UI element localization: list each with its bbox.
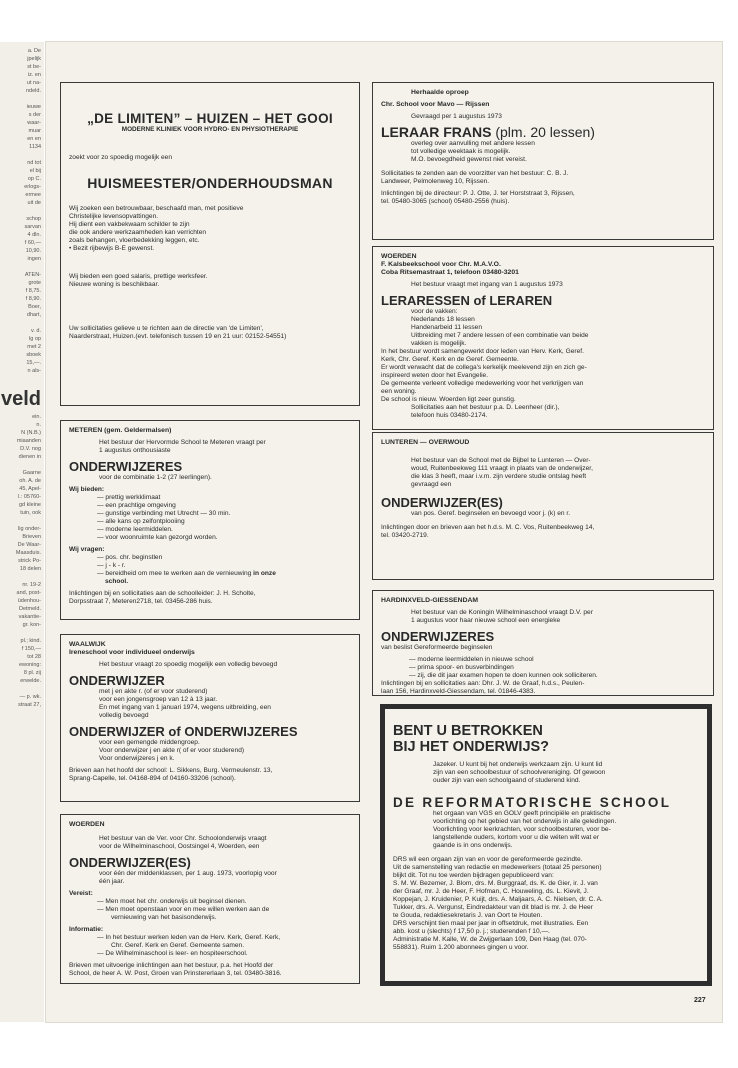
adjacent-text-fragment: Maasduis. (15, 550, 41, 556)
adjacent-text-fragment: N (N.B.) (21, 430, 41, 436)
adjacent-text-fragment: dhart, (26, 312, 41, 318)
ad-hardinxveld: HARDINXVELD-GIESSENDAM Het bestuur van de Koningin Wilhelminaschool vraagt D.V. per 1 augustus voor haar nieuwe school een energieke ONDERWIJZERES van beslist Gereformeerde beginselen — moderne leermiddelen in nieuwe school — prima spoor- en busverbindingen — zij, die dit jaar examen hopen te doen kunnen ook solliciteren. Inlichtingen bij en sollicitaties aan: Dhr. J. W. de Graaf, h.d.s., Peulen- laan 156, Hardinxveld-Giessendam, tel. 01846-4383. (372, 590, 714, 696)
adjacent-text-fragment: De Waar- (17, 542, 41, 548)
adjacent-text-fragment: f 60,— (24, 240, 41, 246)
adjacent-text-fragment: el bij (29, 168, 41, 174)
adjacent-text-fragment: Detmeld. (18, 606, 41, 612)
adjacent-text-fragment: 8 pl. zij (23, 670, 41, 676)
adjacent-text-fragment: f 8,75. (25, 288, 41, 294)
adjacent-text-fragment: 45, Apel- (19, 486, 41, 492)
ad-place: LUNTEREN — OVERWOUD (381, 439, 470, 446)
ad-meteren: METEREN (gem. Geldermalsen) Het bestuur der Hervormde School te Meteren vraagt per 1 augustus onthousiaste ONDERWIJZERES voor de combinatie 1-2 (27 leerlingen). Wij bieden: — prettig werkklimaat — een prachtige omgeving — gunstige verbinding met Utrecht — 30 min. — alle kans op zelfontplooiing — moderne leermiddelen. — voor woonruimte kan gezorgd worden. Wij vragen: — pos. chr. beginstlen — j - k - r. — bereidheid om mee te werken aan de vernieuwing in onze school. Inlichtingen bij en sollicitaties aan de schoolleider: J. H. Scholte, Dorpsstraat 7, Meteren2718, tel. 03456-286 huis. (60, 420, 360, 620)
adjacent-text-fragment: Gaarne (22, 470, 41, 476)
adjacent-text-fragment: st be- (27, 64, 41, 70)
magazine-title: DE REFORMATORISCHE SCHOOL (393, 795, 672, 810)
adjacent-text-fragment: grote (28, 280, 41, 286)
adjacent-text-fragment: f 150,— (21, 646, 41, 652)
job-title: ONDERWIJZER(ES) (69, 855, 191, 870)
adjacent-text-fragment: iz. en (27, 72, 41, 78)
adjacent-text-fragment: ndeld. (26, 88, 41, 94)
job-title: LERARESSEN of LERAREN (381, 293, 553, 308)
adjacent-text-fragment: erwelde. (20, 678, 41, 684)
job-title: ONDERWIJZER (69, 673, 165, 688)
adjacent-text-fragment: — p. wk. (19, 694, 41, 700)
job-title: LERAAR FRANS (plm. 20 lessen) (381, 124, 595, 140)
ad-title: „DE LIMITEN” – HUIZEN – HET GOOI (87, 111, 333, 126)
adjacent-text-fragment: lg op (29, 336, 41, 342)
ad-place: WOERDEN (69, 821, 105, 828)
adjacent-text-fragment: ATEN- (24, 272, 41, 278)
adjacent-text-fragment: pl.; kind. (20, 638, 41, 644)
adjacent-text-fragment: sboek (26, 352, 41, 358)
ad-subtitle: MODERNE KLINIEK VOOR HYDRO- EN PHYSIOTHERAPIE (121, 126, 299, 133)
adjacent-text-fragment: oh. A. de (19, 478, 41, 484)
ad-intro: zoekt voor zo spoedig mogelijk een (69, 154, 172, 161)
adjacent-text-fragment: nr. 19-2 (22, 582, 41, 588)
adjacent-text-fragment: uit de (27, 200, 41, 206)
adjacent-heading-fragment: veld (0, 388, 41, 410)
ad-reformatorische-school: BENT U BETROKKEN BIJ HET ONDERWIJS? Jazeker. U kunt bij het onderwijs werkzaam zijn. U kunt lid zijn van een schoolbestuur of schoolvereniging. Of gewoon ouder zijn van een schoolgaand of studerend kind. DE REFORMATORISCHE SCHOOL het orgaan van VGS en GOLV geeft principiële en praktische voorlichting op het gebied van het onderwijs in alle geledingen. Voorlichting voor leerkrachten, voor schoolbesturen, voor be- langstellende ouders, kortom voor u die wéten wilt wat er gaande is in ons onderwijs. DRS wil een orgaan zijn van en voor de gereformeerde gezindte. Uit de samenstelling van redactie en medewerkers (totaal 25 personen) blijkt dit. Tot nu toe werden bijdragen gepubliceerd van: S. M. W. Bezemer, J. Blom, drs. M. Burggraaf, ds. K. de Gier, ir. J. van der Graaf, mr. J. de Heer, F. Hofman, C. Houweling, ds. L. Kievit, J. Koppejan, J. Kruidenier, P. Kuijt, drs. A. Maljaars, A. C. Nielsen, dr. C. A. Tukker, drs. A. Vergunst, Eindredakteur van dit blad is mr. J. de Heer te Gouda, redaktiesekretaris J. van Oort te Houten. DRS verschijnt tien maal per jaar in offsetdruk, met illustraties. Een abb. kost u (slechts) f 17,50 p. j.; studerenden f 10,—. Administratie M. Kalle, W. de Zwijgerlaan 109, Den Haag (tel. 070- 558831). Ruim 1.200 abonnees gingen u voor. (380, 704, 712, 986)
adjacent-text-fragment: 4 dln. (27, 232, 41, 238)
job-title: ONDERWIJZER(ES) (381, 495, 503, 510)
adjacent-text-fragment: ut na- (26, 80, 41, 86)
adjacent-text-fragment: schop (26, 216, 41, 222)
adjacent-text-fragment: ieuwe (26, 104, 41, 110)
ad-apply: Uw sollicitaties gelieve u te richten aan de directie van 'de Limiten', Naarderstraat, Huizen.(evt. telefonisch tussen 19 en 21 uur: 02152-54551) (69, 325, 287, 340)
job-title: ONDERWIJZERES (69, 459, 183, 474)
adjacent-text-fragment: D.V. nog (20, 446, 41, 452)
adjacent-text-fragment: jpelijk (27, 56, 41, 62)
ad-place: WAALWIJK (69, 641, 106, 648)
job-title-2: ONDERWIJZER of ONDERWIJZERES (69, 724, 298, 739)
ad-offer: Wij bieden een goed salaris, prettige werksfeer. Nieuwe woning is beschikbaar. (69, 273, 208, 288)
adjacent-text-fragment: strick Po- (18, 558, 41, 564)
adjacent-text-fragment: ingen (27, 256, 41, 262)
adjacent-text-fragment: 1134 (29, 144, 41, 150)
job-title: HUISMEESTER/ONDERHOUDSMAN (87, 175, 333, 191)
adjacent-text-fragment: vakantie- (18, 614, 41, 620)
adjacent-text-fragment: gd kleine (18, 502, 41, 508)
adjacent-text-fragment: waar- (27, 120, 41, 126)
adjacent-text-fragment: Brieven (22, 534, 41, 540)
ad-rijssen: Herhaalde oproep Chr. School voor Mavo — Rijssen Gevraagd per 1 augustus 1973 LERAAR FRANS (plm. 20 lessen) overleg over aanvulling met andere lessen tot volledige weektaak is mogelijk. M.O. bevoegdheid gewenst niet vereist. Sollicitaties te zenden aan de voorzitter van het bestuur: C. B. J. Landweer, Pelmolenweg 10, Rijssen. Inlichtingen bij de directeur: P. J. Otte, J. ter Horststraat 3, Rijssen, tel. 05480-3065 (school) 05480-2556 (huis). (372, 82, 714, 240)
page-number: 227 (694, 997, 706, 1004)
adjacent-text-fragment: 15,—. (26, 360, 41, 366)
adjacent-text-fragment: n als- (27, 368, 41, 374)
adjacent-text-fragment: tot 28 (27, 654, 41, 660)
adjacent-text-fragment: muar (28, 128, 41, 134)
ad-lunteren: LUNTEREN — OVERWOUD Het bestuur van de School met de Bijbel te Lunteren — Over- woud, Ruitenbeekweg 111 vraagt in plaats van de onderwijzer, die klas 3 heeft, maar i.v.m. zijn verdere studie ontslag heeft gevraagd een ONDERWIJZER(ES) van pos. Geref. beginselen en bevoegd voor j. (k) en r. Inlichtingen door en brieven aan het h.d.s. M. C. Vos, Ruitenbeekweg 14, tel. 03420-2719. (372, 432, 714, 580)
adjacent-text-fragment: ein. (32, 414, 41, 420)
adjacent-text-fragment: üdenhou- (17, 598, 41, 604)
adjacent-text-fragment: 18 delen (19, 566, 41, 572)
magazine-description: het orgaan van VGS en GOLV geeft principiële en praktische voorlichting op het gebied van het onderwijs in alle geledingen. Voorlichting voor leerkrachten, voor schoolbesturen, voor be- langstellende ouders, kortom voor u die wéten wilt wat er gaande is in ons onderwijs. (433, 810, 617, 849)
ad-title: BENT U BETROKKEN (393, 723, 543, 739)
adjacent-text-fragment: v. d. (31, 328, 41, 334)
ad-woerden-wilhelminaschool: WOERDEN Het bestuur van de Ver. voor Chr. Schoolonderwijs vraagt voor de Wilhelminaschool, Oostsingel 4, Woerden, een ONDERWIJZER(ES) voor één der middenklassen, per 1 aug. 1973, voorlopig voor één jaar. Vereist: — Men moet het chr. onderwijs uit beginsel dienen. — Men moet openstaan voor en mee willen werken aan de vernieuwing van het basisonderwijs. Informatie: — In het bestuur werken leden van de Herv. Kerk, Geref. Kerk, Chr. Geref. Kerk en Geref. Gemeente samen. — De Wilhelminaschool is leer- en hospiteerschool. Brieven met uitvoerige inlichtingen aan het bestuur, p.a. het Hoofd der School, de heer A. W. Post, Groen van Prinstererlaan 3, tel. 03480-3816. (60, 814, 360, 984)
adjacent-text-fragment: op C. (27, 176, 41, 182)
adjacent-text-fragment: straat 27, (18, 702, 41, 708)
adjacent-text-fragment: ermee (25, 192, 41, 198)
ad-body: DRS wil een orgaan zijn van en voor de gereformeerde gezindte. Uit de samenstelling van redactie en medewerkers (totaal 25 personen) blijkt dit. Tot nu toe werden bijdragen gepubliceerd van: S. M. W. Bezemer, J. Blom, drs. M. Burggraaf, ds. K. de Gier, ir. J. van der Graaf, mr. J. de Heer, F. Hofman, C. Houweling, ds. L. Kievit, J. Koppejan, J. Kruidenier, P. Kuijt, drs. A. Maljaars, A. C. Nielsen, dr. C. A. Tukker, drs. A. Vergunst, Eindredakteur van dit blad is mr. J. de Heer te Gouda, redaktiesekretaris J. van Oort te Houten. DRS verschijnt tien maal per jaar in offsetdruk, met illustraties. Een abb. kost u (slechts) f 17,50 p. j.; studerenden f 10,—. Administratie M. Kalle, W. de Zwijgerlaan 109, Den Haag (tel. 070- 558831). Ruim 1.200 abonnees gingen u voor. (393, 856, 603, 951)
adjacent-text-fragment: and, post- (16, 590, 41, 596)
adjacent-text-fragment: gr. kon- (22, 622, 41, 628)
ad-de-limiten (60, 82, 360, 406)
adjacent-text-fragment: f 8,90. (25, 296, 41, 302)
adjacent-text-fragment: a. De (27, 48, 41, 54)
ad-waalwijk: WAALWIJK Ireneschool voor individueel onderwijs Het bestuur vraagt zo spoedig mogelijk een volledig bevoegd ONDERWIJZER met j en akte r. (of er voor studerend) voor een jongensgroep van 12 à 13 jaar. En met ingang van 1 januari 1974, wegens uitbreiding, een volledig bevoegd ONDERWIJZER of ONDERWIJZERES voor een gemengde middengroep. Voor onderwijzer j en akte r( of er voor studerend) Voor onderwijzeres j en k. Brieven aan het hoofd der school: L. Sikkens, Burg. Vermeulenstr. 13, Sprang-Capelle, tel. 04168-894 of 04160-33206 (school). (60, 634, 360, 802)
adjacent-text-fragment: sarvan (24, 224, 41, 230)
ad-body: Wij zoeken een betrouwbaar, beschaafd man, met positieve Christelijke levensopvattingen. Hij dient een vakbekwaam schilder te zijn die ook andere werkzaamheden kan verrichten zoals behangen, vloerbedekking leggen, etc. • Bezit rijbewijs B-E gewenst. (69, 205, 244, 252)
adjacent-text-fragment: s der (28, 112, 41, 118)
adjacent-text-fragment: erlogs- (24, 184, 41, 190)
ad-intro: Jazeker. U kunt bij het onderwijs werkzaam zijn. U kunt lid zijn van een schoolbestuur of schoolvereniging. Of gewoon ouder zijn van een schoolgaand of studerend kind. (433, 761, 606, 784)
adjacent-text-fragment: tuin, ook (20, 510, 41, 516)
adjacent-text-fragment: met 2 (27, 344, 41, 350)
adjacent-text-fragment: Boer, (28, 304, 41, 310)
job-title: ONDERWIJZERES (381, 629, 495, 644)
ad-place: METEREN (gem. Geldermalsen) (69, 427, 172, 434)
adjacent-text-fragment: en en (27, 136, 41, 142)
adjacent-text-fragment: lig onder- (18, 526, 41, 532)
ask-list: — pos. chr. beginstlen — j - k - r. — bereidheid om mee te werken aan de vernieuwing in onze school. (97, 554, 276, 585)
adjacent-text-fragment: l.: 05760- (18, 494, 41, 500)
ad-place: HARDINXVELD-GIESSENDAM (381, 597, 479, 604)
offer-list: — prettig werkklimaat — een prachtige omgeving — gunstige verbinding met Utrecht — 30 min. — alle kans op zelfontplooiing — moderne leermiddelen. — voor woonruimte kan gezorgd worden. (97, 494, 231, 541)
adjacent-text-fragment: 10,90. (25, 248, 41, 254)
ad-woerden-kalsbeekschool: WOERDEN F. Kalsbeekschool voor Chr. M.A.V.O. Coba Ritsemastraat 1, telefoon 03480-3201 Het bestuur vraagt met ingang van 1 augustus 1973 LERARESSEN of LERAREN voor de vakken: Nederlands 18 lessen Handenarbeid 11 lessen Uitbreiding met 7 andere lessen of een combinatie van beide vakken is mogelijk. In het bestuur wordt samengewerkt door leden van Herv. Kerk, Geref. Kerk, Chr. Geref. Kerk en de Geref. Gemeente. Er wordt verwacht dat de collega's kerkelijk meelevend zijn en zich ge- inspireerd weten door het Evangelie. De gemeente verleent volledige medewerking voor het verkrijgen van een woning. De school is nieuw. Woerden ligt zeer gunstig. Sollicitaties aan het bestuur p.a. D. Leenheer (dir.), telefoon huis 03480-2174. (372, 246, 714, 430)
adjacent-text-fragment: dienen in (18, 454, 41, 460)
adjacent-page-strip (0, 42, 44, 1022)
adjacent-text-fragment: ewoning: (18, 662, 41, 668)
adjacent-text-fragment: miaanden (16, 438, 41, 444)
adjacent-text-fragment: nd tot (27, 160, 41, 166)
adjacent-text-fragment: n. (36, 422, 41, 428)
ad-place: WOERDEN (381, 253, 417, 260)
